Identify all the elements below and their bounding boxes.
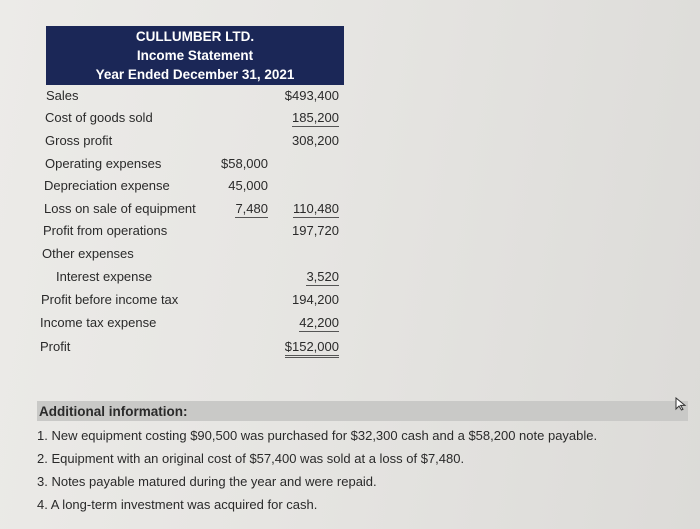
row-gross-profit: [0, 133, 700, 155]
row-operating-expenses: [0, 156, 700, 178]
row-total: 194,200: [292, 292, 339, 307]
row-label: Depreciation expense: [44, 178, 170, 193]
additional-item-1: 1. New equipment costing $90,500 was purchased for $32,300 cash and a $58,200 note payable.: [37, 428, 598, 443]
row-total: 42,200: [299, 315, 339, 330]
statement-header: [46, 26, 344, 85]
row-sales: [0, 88, 700, 110]
row-label: Operating expenses: [45, 156, 162, 171]
additional-item-2: 2. Equipment with an original cost of $57,400 was sold at a loss of $7,480.: [37, 451, 465, 466]
statement-period: Year Ended December 31, 2021: [95, 67, 295, 82]
row-label: Other expenses: [42, 246, 134, 261]
row-total: 110,480: [292, 201, 339, 216]
row-label: Profit before income tax: [41, 292, 179, 307]
additional-info-heading: Additional information:: [39, 404, 188, 419]
row-profit-before-tax: [0, 292, 700, 314]
row-total: $152,000: [285, 339, 339, 358]
row-label: Sales: [46, 88, 79, 103]
row-label: Profit: [40, 339, 71, 354]
row-loss-on-sale: [0, 201, 700, 223]
additional-info-heading-bar: [37, 401, 688, 421]
row-label: Profit from operations: [43, 223, 168, 238]
row-amount: 7,480: [235, 201, 268, 216]
row-total: 197,720: [292, 223, 339, 238]
row-amount: 45,000: [228, 178, 268, 193]
row-profit-from-operations: [0, 223, 700, 245]
additional-item-3: 3. Notes payable matured during the year and were repaid.: [37, 474, 377, 489]
row-total: 308,200: [292, 133, 339, 148]
row-interest-expense: [0, 269, 700, 291]
row-label: Loss on sale of equipment: [44, 201, 196, 216]
row-profit: [0, 339, 700, 361]
row-amount: $58,000: [221, 156, 268, 171]
mouse-pointer-icon: [675, 397, 687, 411]
additional-item-4: 4. A long-term investment was acquired for cash.: [37, 497, 318, 512]
row-depreciation: [0, 178, 700, 200]
company-name: CULLUMBER LTD.: [135, 29, 255, 44]
statement-title: Income Statement: [136, 48, 254, 63]
row-label: Income tax expense: [40, 315, 157, 330]
row-label: Cost of goods sold: [45, 110, 153, 125]
row-total: $493,400: [284, 88, 339, 103]
row-label: Interest expense: [56, 269, 153, 284]
row-total: 3,520: [306, 269, 339, 284]
row-cogs: [0, 110, 700, 132]
row-income-tax: [0, 315, 700, 337]
row-label: Gross profit: [45, 133, 113, 148]
row-other-expenses: [0, 246, 700, 268]
row-total: 185,200: [292, 110, 339, 125]
